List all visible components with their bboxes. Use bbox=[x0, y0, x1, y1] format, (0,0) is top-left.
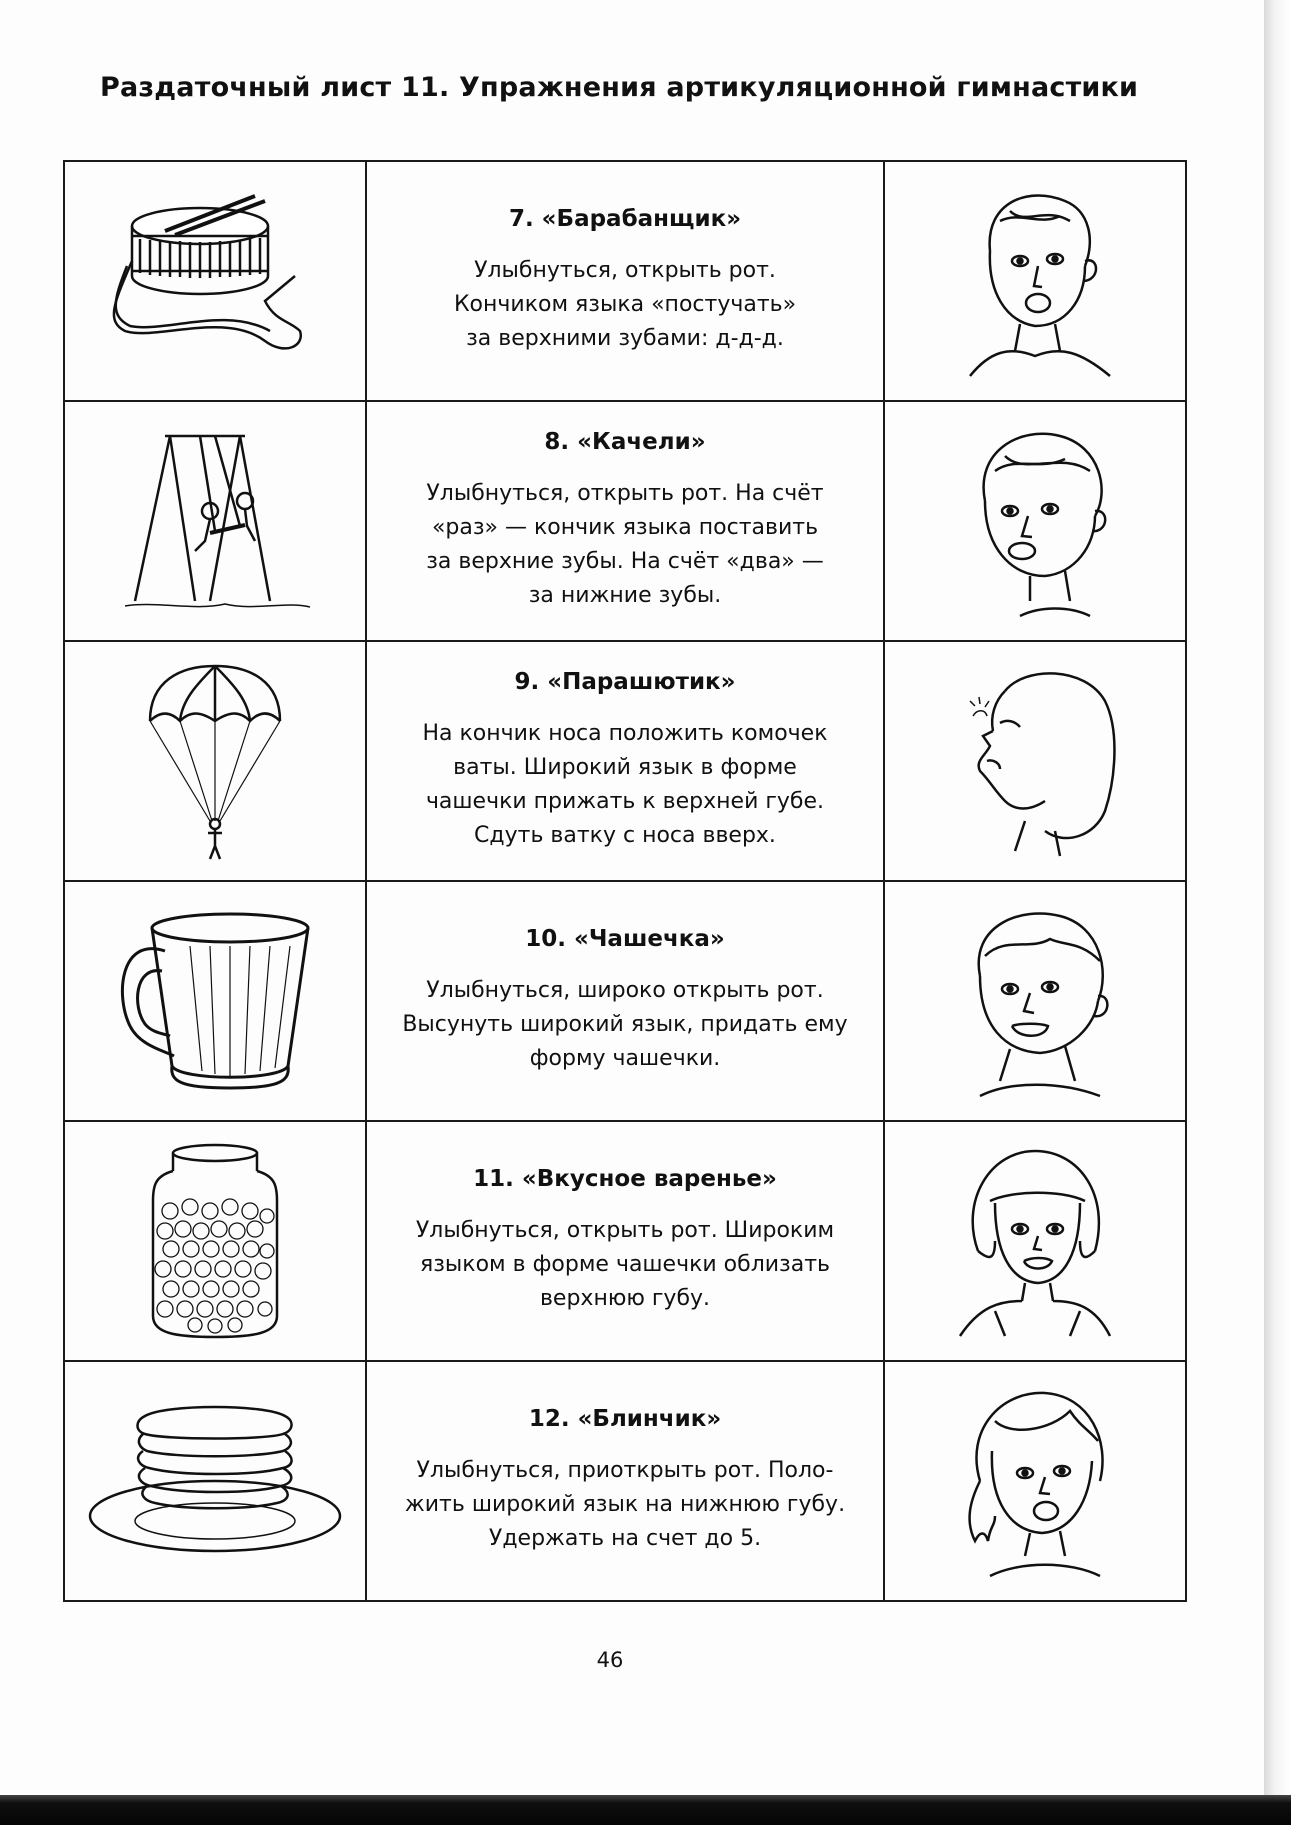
exercise-title: 10. «Чашечка» bbox=[525, 926, 725, 952]
object-cell bbox=[64, 161, 366, 401]
scan-bottom-border bbox=[0, 1795, 1291, 1825]
object-cell bbox=[64, 1121, 366, 1361]
exercise-title: 7. «Барабанщик» bbox=[508, 206, 742, 232]
table-row bbox=[64, 881, 1186, 1121]
exercise-description bbox=[366, 1121, 884, 1361]
exercise-text: Улыбнуться, приоткрыть рот. Поло- жить широкий язык на нижнюю губу. Удержать на счет до 5. bbox=[404, 1458, 846, 1551]
swing-icon bbox=[115, 421, 315, 621]
table-row bbox=[64, 1361, 1186, 1601]
exercise-description bbox=[366, 401, 884, 641]
page-right-edge bbox=[1264, 0, 1291, 1825]
exercise-text: На кончик носа положить комочек ваты. Широкий язык в форме чашечки прижать к верхней губе. Сдуть ватку с носа вверх. bbox=[422, 721, 828, 848]
table-row bbox=[64, 1121, 1186, 1361]
exercise-description bbox=[366, 881, 884, 1121]
object-cell bbox=[64, 641, 366, 881]
exercise-title: 12. «Блинчик» bbox=[528, 1406, 722, 1432]
face-cell bbox=[884, 161, 1186, 401]
exercise-description bbox=[366, 1361, 884, 1601]
page-title: Раздаточный лист 11. Упражнения артикуляционной гимнастики bbox=[100, 72, 1139, 103]
exercise-title: 11. «Вкусное варенье» bbox=[473, 1166, 777, 1192]
drum-icon bbox=[105, 191, 325, 371]
table-row bbox=[64, 161, 1186, 401]
girl-face-icon bbox=[950, 1381, 1120, 1581]
exercise-title: 9. «Парашютик» bbox=[514, 669, 736, 695]
face-cell bbox=[884, 641, 1186, 881]
jam-jar-icon bbox=[145, 1141, 285, 1341]
exercise-description bbox=[366, 641, 884, 881]
face-cell bbox=[884, 1361, 1186, 1601]
exercise-text: Улыбнуться, открыть рот. На счёт «раз» — кончик языка поставить за верхние зубы. На счёт «два» — за нижние зубы. bbox=[426, 481, 824, 608]
exercise-description bbox=[366, 161, 884, 401]
child-face-icon bbox=[950, 901, 1120, 1101]
girl-face-icon bbox=[950, 1141, 1120, 1341]
exercise-text: Улыбнуться, открыть рот. Кончиком языка «постучать» за верхними зубами: д-д-д. bbox=[453, 258, 797, 351]
parachute-icon bbox=[140, 661, 290, 861]
exercise-text: Улыбнуться, широко открыть рот. Высунуть широкий язык, придать ему форму чашечки. bbox=[402, 978, 848, 1071]
girl-face-icon bbox=[945, 661, 1125, 861]
exercise-title: 8. «Качели» bbox=[544, 429, 706, 455]
face-cell bbox=[884, 1121, 1186, 1361]
face-cell bbox=[884, 881, 1186, 1121]
object-cell bbox=[64, 1361, 366, 1601]
exercise-table bbox=[63, 160, 1187, 1602]
table-row bbox=[64, 641, 1186, 881]
face-cell bbox=[884, 401, 1186, 641]
pancakes-icon bbox=[85, 1396, 345, 1566]
boy-face-icon bbox=[950, 421, 1120, 621]
boy-face-icon bbox=[950, 181, 1120, 381]
exercise-text: Улыбнуться, открыть рот. Широким языком в форме чашечки облизать верхнюю губу. bbox=[415, 1218, 835, 1311]
object-cell bbox=[64, 881, 366, 1121]
mug-icon bbox=[110, 906, 320, 1096]
page-number: 46 bbox=[596, 1648, 624, 1672]
object-cell bbox=[64, 401, 366, 641]
table-row bbox=[64, 401, 1186, 641]
